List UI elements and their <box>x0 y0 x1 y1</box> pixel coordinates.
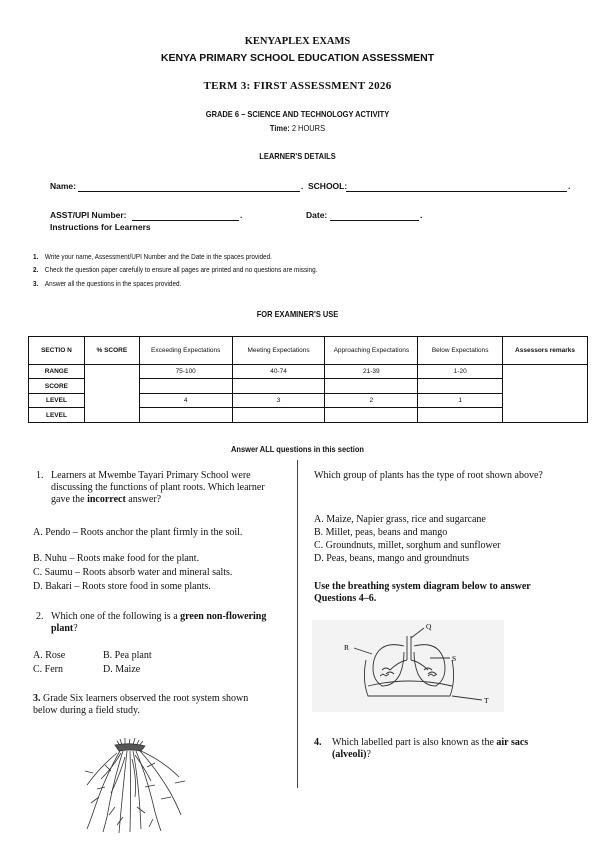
q1-option[interactable]: A. Pendo – Roots anchor the plant firmly in the soil. <box>33 527 243 538</box>
percent-score-cell[interactable] <box>84 365 139 423</box>
column-divider <box>297 460 298 788</box>
q2-number: 2. <box>36 611 44 622</box>
time-value: 2 HOURS <box>291 123 326 133</box>
q2-option[interactable]: C. Fern <box>33 664 63 675</box>
q4-stem: Which labelled part is also known as the air sacs (alveoli)? <box>332 737 529 760</box>
school-label: SCHOOL: <box>308 181 348 191</box>
table-header-row <box>29 337 588 365</box>
header-cell: Approaching Expectations <box>325 337 418 365</box>
name-label: Name: <box>50 181 76 191</box>
header-cell: SECTIO N <box>29 337 85 365</box>
level-cell[interactable] <box>418 408 503 423</box>
table-cell: 1 <box>418 394 503 408</box>
term-title: TERM 3: FIRST ASSESSMENT 2026 <box>203 80 392 92</box>
q2-stem: Which one of the following is a green non-flowering plant? <box>51 611 267 634</box>
breathing-intro: Use the breathing system diagram below to answer Questions 4–6. <box>314 581 531 604</box>
q2-option[interactable]: B. Pea plant <box>103 650 152 661</box>
q3-option[interactable]: C. Groundnuts, millet, sorghum and sunflower <box>314 540 501 551</box>
q3-option[interactable]: B. Millet, peas, beans and mango <box>314 527 448 538</box>
table-row <box>29 365 588 379</box>
q1-option[interactable]: B. Nuhu – Roots make food for the plant. <box>33 553 200 564</box>
diagram-label-q: Q <box>426 622 432 631</box>
assessment-title: KENYA PRIMARY SCHOOL EDUCATION ASSESSMENT <box>160 52 435 64</box>
row-label: SCORE <box>29 379 85 394</box>
table-cell: 3 <box>232 394 325 408</box>
level-cell[interactable] <box>139 408 232 423</box>
instruction-item: 1. Write your name, Assessment/UPI Number and the Date in the spaces provided. <box>33 252 272 261</box>
instruction-item: 2. Check the question paper carefully to ensure all pages are printed and no questions are missing. <box>33 265 318 274</box>
q3-option[interactable]: D. Peas, beans, mango and groundnuts <box>314 553 469 564</box>
date-field[interactable] <box>330 220 419 221</box>
q1-option[interactable]: D. Bakari – Roots store food in some plants. <box>33 581 211 592</box>
score-cell[interactable] <box>418 379 503 394</box>
table-cell: 40-74 <box>232 365 325 379</box>
diagram-label-t: T <box>484 696 489 705</box>
learner-details-title: LEARNER'S DETAILS <box>259 151 336 161</box>
header-cell: Meeting Expectations <box>232 337 325 365</box>
school-field[interactable] <box>346 191 567 192</box>
grade-subject-title: GRADE 6 – SCIENCE AND TECHNOLOGY ACTIVITY <box>205 109 390 119</box>
section-instruction: Answer ALL questions in this section <box>230 444 364 454</box>
date-label: Date: <box>306 210 328 220</box>
assessor-remarks-cell[interactable] <box>503 365 588 423</box>
instruction-item: 3. Answer all the questions in the spaces provided. <box>33 279 182 288</box>
row-label: LEVEL <box>29 408 85 423</box>
fibrous-root-image <box>75 737 205 835</box>
exam-org-title: KENYAPLEX EXAMS <box>244 36 351 47</box>
examiner-title: FOR EXAMINER'S USE <box>256 309 339 319</box>
time-label: Time: <box>269 123 290 133</box>
q3-stem: 3. Grade Six learners observed the root system shown below during a field study. <box>33 693 249 716</box>
q1-number: 1. <box>36 470 44 481</box>
diagram-label-r: R <box>344 643 350 652</box>
q3-followup: Which group of plants has the type of root shown above? <box>314 470 543 481</box>
breathing-system-diagram <box>312 620 504 712</box>
examiner-table <box>28 336 588 423</box>
table-cell: 21-39 <box>325 365 418 379</box>
time-line <box>36 123 560 133</box>
upi-field[interactable] <box>132 220 239 221</box>
q2-option[interactable]: A. Rose <box>33 650 66 661</box>
score-cell[interactable] <box>232 379 325 394</box>
name-field-dot: . <box>301 181 304 191</box>
table-cell: 75-100 <box>139 365 232 379</box>
name-field[interactable] <box>78 191 300 192</box>
header-cell: Below Expectations <box>418 337 503 365</box>
row-label: LEVEL <box>29 394 85 408</box>
q3-option[interactable]: A. Maize, Napier grass, rice and sugarcane <box>314 514 486 525</box>
header-cell: Exceeding Expectations <box>139 337 232 365</box>
table-cell: 4 <box>139 394 232 408</box>
upi-field-dot: . <box>240 210 243 220</box>
upi-label: ASST/UPI Number: <box>50 210 127 220</box>
diagram-label-s: S <box>452 654 457 663</box>
header-cell: % SCORE <box>84 337 139 365</box>
score-cell[interactable] <box>139 379 232 394</box>
table-cell: 1-20 <box>418 365 503 379</box>
q1-option[interactable]: C. Saumu – Roots absorb water and mineral salts. <box>33 567 233 578</box>
q2-option[interactable]: D. Maize <box>103 664 141 675</box>
q1-stem: Learners at Mwembe Tayari Primary School were discussing the functions of plant roots. Which learner gave the incorrect answer? <box>51 470 265 505</box>
header-cell: Assessors remarks <box>503 337 588 365</box>
level-cell[interactable] <box>325 408 418 423</box>
level-cell[interactable] <box>232 408 325 423</box>
score-cell[interactable] <box>325 379 418 394</box>
school-field-dot: . <box>568 181 571 191</box>
q4-number: 4. <box>314 737 322 748</box>
row-label: RANGE <box>29 365 85 379</box>
instructions-title: Instructions for Learners <box>50 222 151 232</box>
table-cell: 2 <box>325 394 418 408</box>
date-field-dot: . <box>420 210 423 220</box>
